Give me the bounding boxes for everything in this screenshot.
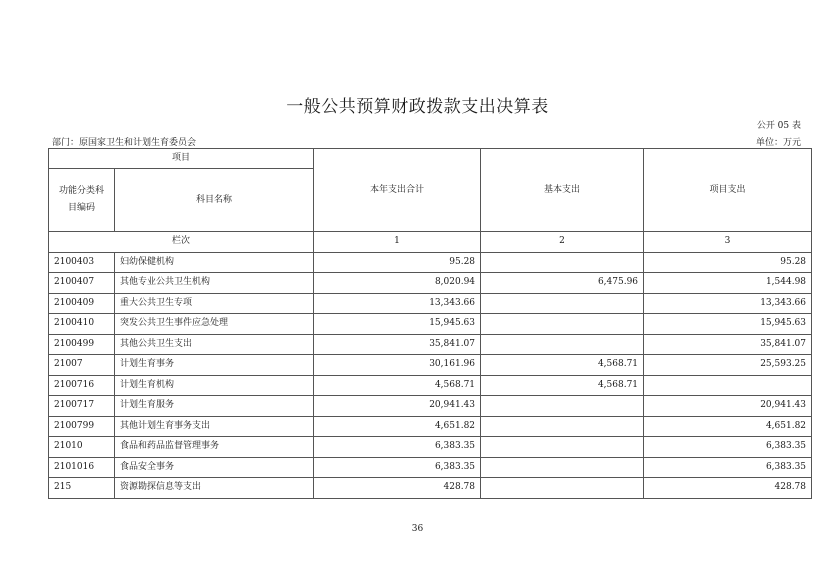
cell-name: 其他专业公共卫生机构 (115, 273, 314, 294)
cell-project: 25,593.25 (644, 355, 812, 376)
unit-label: 单位：万元 (755, 138, 801, 148)
cell-basic (481, 437, 644, 458)
header-func-code: 功能分类科目编码 (49, 169, 115, 232)
table-row (49, 457, 812, 478)
cell-total: 15,945.63 (314, 314, 481, 335)
header-basic: 基本支出 (481, 149, 644, 232)
header-project-expenditure: 项目支出 (644, 149, 812, 232)
cell-name: 资源勘探信息等支出 (115, 478, 314, 499)
table-row (49, 355, 812, 376)
page-number: 36 (411, 524, 424, 534)
header-project: 项目 (49, 149, 314, 169)
table-row (49, 396, 812, 417)
cell-name: 食品安全事务 (115, 457, 314, 478)
table-row (49, 416, 812, 437)
cell-total: 95.28 (314, 252, 481, 273)
cell-basic: 6,475.96 (481, 273, 644, 294)
cell-name: 计划生育服务 (115, 396, 314, 417)
cell-basic (481, 457, 644, 478)
cell-name: 计划生育事务 (115, 355, 314, 376)
cell-name: 妇幼保健机构 (115, 252, 314, 273)
cell-name: 重大公共卫生专项 (115, 293, 314, 314)
cell-code: 2100717 (49, 396, 115, 417)
cell-code: 215 (49, 478, 115, 499)
cell-total: 20,941.43 (314, 396, 481, 417)
cell-code: 21007 (49, 355, 115, 376)
cell-code: 2100410 (49, 314, 115, 335)
cell-code: 2100499 (49, 334, 115, 355)
column-index-3: 3 (644, 232, 812, 253)
cell-code: 2100716 (49, 375, 115, 396)
cell-name: 其他计划生育事务支出 (115, 416, 314, 437)
cell-project: 1,544.98 (644, 273, 812, 294)
header-subject-name: 科目名称 (115, 169, 314, 232)
cell-project: 35,841.07 (644, 334, 812, 355)
cell-basic (481, 416, 644, 437)
cell-basic (481, 396, 644, 417)
table-row (49, 273, 812, 294)
header-total: 本年支出合计 (314, 149, 481, 232)
cell-code: 2100407 (49, 273, 115, 294)
table-row (49, 478, 812, 499)
cell-total: 428.78 (314, 478, 481, 499)
cell-code: 2100409 (49, 293, 115, 314)
cell-basic (481, 314, 644, 335)
cell-code: 2101016 (49, 457, 115, 478)
cell-project (644, 375, 812, 396)
column-index-1: 1 (314, 232, 481, 253)
cell-basic: 4,568.71 (481, 355, 644, 376)
expenditure-table (48, 148, 812, 499)
table-row (49, 252, 812, 273)
cell-code: 21010 (49, 437, 115, 458)
table-row (49, 293, 812, 314)
cell-total: 6,383.35 (314, 437, 481, 458)
form-number: 公开 05 表 (756, 121, 801, 131)
cell-total: 30,161.96 (314, 355, 481, 376)
cell-project: 13,343.66 (644, 293, 812, 314)
cell-code: 2100403 (49, 252, 115, 273)
cell-basic: 4,568.71 (481, 375, 644, 396)
cell-basic (481, 293, 644, 314)
cell-total: 4,651.82 (314, 416, 481, 437)
cell-total: 4,568.71 (314, 375, 481, 396)
cell-project: 20,941.43 (644, 396, 812, 417)
cell-name: 突发公共卫生事件应急处理 (115, 314, 314, 335)
table-row (49, 334, 812, 355)
cell-name: 计划生育机构 (115, 375, 314, 396)
cell-name: 食品和药品监督管理事务 (115, 437, 314, 458)
column-index-label: 栏次 (49, 232, 314, 253)
table-row (49, 375, 812, 396)
cell-total: 6,383.35 (314, 457, 481, 478)
cell-basic (481, 252, 644, 273)
cell-basic (481, 334, 644, 355)
cell-total: 13,343.66 (314, 293, 481, 314)
table-row (49, 437, 812, 458)
column-index-2: 2 (481, 232, 644, 253)
cell-name: 其他公共卫生支出 (115, 334, 314, 355)
cell-basic (481, 478, 644, 499)
cell-project: 95.28 (644, 252, 812, 273)
table-row (49, 314, 812, 335)
cell-code: 2100799 (49, 416, 115, 437)
cell-project: 6,383.35 (644, 457, 812, 478)
cell-project: 6,383.35 (644, 437, 812, 458)
department-label: 部门：原国家卫生和计划生育委员会 (52, 138, 197, 148)
cell-project: 15,945.63 (644, 314, 812, 335)
cell-total: 8,020.94 (314, 273, 481, 294)
column-index-row (49, 232, 812, 253)
cell-project: 4,651.82 (644, 416, 812, 437)
cell-project: 428.78 (644, 478, 812, 499)
report-title: 一般公共预算财政拨款支出决算表 (286, 97, 549, 117)
cell-total: 35,841.07 (314, 334, 481, 355)
header-row-project (49, 149, 812, 169)
